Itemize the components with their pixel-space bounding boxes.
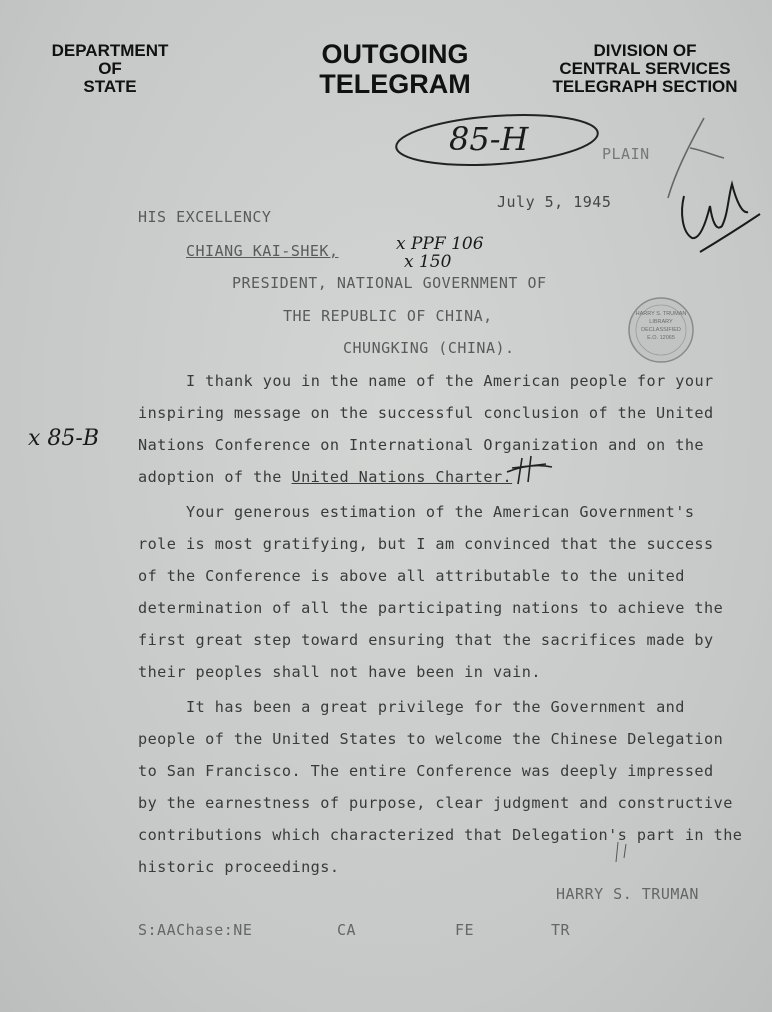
body-line: people of the United States to welcome the Chinese Delegation — [138, 730, 724, 748]
body-line: I thank you in the name of the American people for your — [186, 372, 714, 390]
header-left-line-2: OF — [98, 58, 122, 78]
charter-text: United Nations Charter. — [291, 468, 513, 486]
body-line: first great step toward ensuring that the sacrifices made by — [138, 631, 714, 649]
body-line: by the earnestness of purpose, clear judgment and constructive — [138, 794, 733, 812]
date: July 5, 1945 — [497, 193, 612, 211]
footer-clearance-tr: TR — [551, 921, 571, 939]
address-line-3: PRESIDENT, NATIONAL GOVERNMENT OF — [232, 274, 547, 292]
initials-mark — [668, 118, 724, 198]
footer-clearance-fe: FE — [455, 921, 475, 939]
body-line: inspiring message on the successful conclusion of the United — [138, 404, 714, 422]
body-line: of the Conference is above all attributable to the united — [138, 567, 685, 585]
body-line: adoption of the United Nations Charter. — [138, 468, 513, 486]
body-line: historic proceedings. — [138, 858, 340, 876]
address-line-2: CHIANG KAI-SHEK, — [186, 242, 339, 260]
header-right-line-1: DIVISION OF — [593, 41, 697, 60]
body-line: determination of all the participating nations to achieve the — [138, 599, 724, 617]
charter-mark — [507, 456, 552, 484]
body-line: Your generous estimation of the American Government's — [186, 503, 695, 521]
body-line: their peoples shall not have been in vain. — [138, 663, 541, 681]
stray-mark — [616, 842, 626, 862]
address-line-1: HIS EXCELLENCY — [138, 208, 272, 226]
header-center-line-1: OUTGOING — [321, 39, 469, 69]
header-right-line-2: CENTRAL SERVICES — [559, 58, 731, 78]
header-right-line-3: TELEGRAPH SECTION — [552, 76, 738, 96]
body-line: It has been a great privilege for the Government and — [186, 698, 685, 716]
annotation-150: x 150 — [404, 252, 452, 272]
footer-drafter: S:AAChase:NE — [138, 921, 253, 939]
address-line-4: THE REPUBLIC OF CHINA, — [283, 307, 493, 325]
margin-note: x 85-B — [28, 426, 99, 451]
file-number: 85-H — [449, 120, 529, 158]
annotation-ppf: x PPF 106 — [396, 234, 484, 254]
body-line: Nations Conference on International Organization and on the — [138, 436, 705, 454]
address-line-5: CHUNGKING (CHINA). — [343, 339, 515, 357]
header-left-line-1: DEPARTMENT — [51, 41, 169, 60]
footer-clearance-ca: CA — [337, 921, 357, 939]
library-stamp: HARRY S. TRUMAN LIBRARY DECLASSIFIED E.O. 12065 — [635, 311, 687, 341]
header-left-line-3: STATE — [83, 76, 137, 96]
body-line: contributions which characterized that Delegation's part in the — [138, 826, 743, 844]
header-center-line-2: TELEGRAM — [319, 68, 471, 99]
body-line: role is most gratifying, but I am convinced that the success — [138, 535, 714, 553]
classification: PLAIN — [602, 145, 650, 163]
initials-rhm — [682, 184, 760, 252]
body-line: to San Francisco. The entire Conference was deeply impressed — [138, 762, 714, 780]
signature: HARRY S. TRUMAN — [556, 885, 699, 903]
